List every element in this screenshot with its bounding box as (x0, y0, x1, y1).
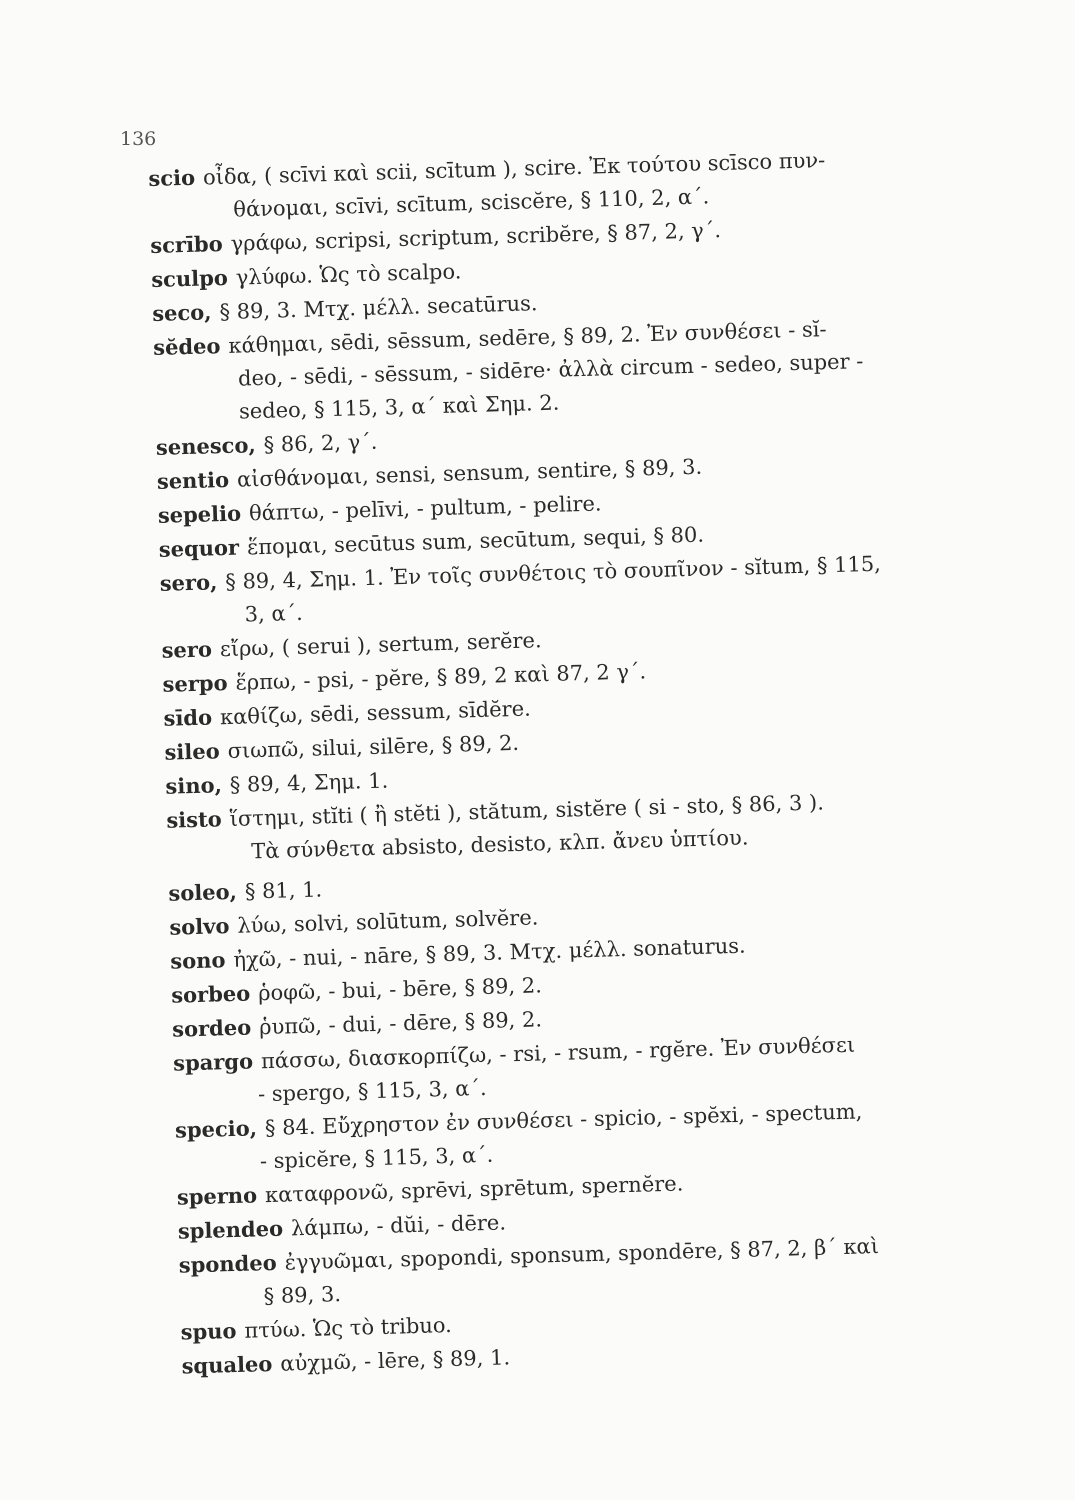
entry-headword: soleo, (168, 878, 238, 906)
entry-headword: sero (161, 636, 213, 663)
entry-text: § 81, 1. (244, 877, 323, 904)
entry-headword: sperno (176, 1182, 258, 1210)
page-number: 136 (120, 128, 157, 150)
entry-headword: sequor (158, 534, 240, 562)
entry-text: αὐχμῶ, - lēre, § 89, 1. (280, 1345, 511, 1376)
entry-continuation: § 89, 3. (263, 1282, 342, 1309)
entry-text: ῥοφῶ, - bui, - bēre, § 89, 2. (257, 973, 543, 1006)
entry-headword: sisto (166, 806, 223, 833)
entry-text: ἵστημι, stĭti ( ἢ stĕti ), stătum, sistĕre ( si - sto, § 86, 3 ). (229, 790, 825, 831)
entry-text: θάπτω, - pelīvi, - pultum, - pelire. (248, 491, 602, 526)
entry-headword: sculpo (150, 264, 229, 292)
entry-text: αἰσθάνομαι, sensi, sensum, sentire, § 89, 3. (236, 454, 703, 492)
entry-headword: specio, (174, 1115, 258, 1143)
entry-text: ἕρπω, - psi, - pĕre, § 89, 2 καὶ 87, 2 γ΄. (235, 659, 647, 695)
entry-text: γλύφω. Ὡς τὸ scalpo. (235, 259, 462, 290)
entry-headword: spuo (180, 1317, 237, 1345)
entry-text: πτύω. Ὡς τὸ tribuo. (244, 1312, 453, 1343)
entry-headword: sino, (165, 772, 223, 799)
entry-text: ἐγγυῶμαι, spopondi, sponsum, spondēre, § 87, 2, β΄ καὶ (284, 1234, 880, 1275)
entry-headword: sordeo (171, 1014, 252, 1042)
entry-headword: sĕdeo (152, 333, 221, 360)
entry-text: ἠχῶ, - nui, - nāre, § 89, 3. Μτχ. μέλλ. sonaturus. (233, 933, 746, 972)
entry-text: ῥυπῶ, - dui, - dēre, § 89, 2. (258, 1007, 543, 1040)
entry-continuation: θάνομαι, scīvi, scītum, sciscĕre, § 110, 2, α΄. (233, 184, 710, 222)
entry-headword: squaleo (181, 1351, 273, 1379)
entry-text: κάθημαι, sēdi, sēssum, sedēre, § 89, 2. Ἐν συνθέσει - sĭ- (228, 317, 827, 358)
entry-text: καταφρονῶ, sprēvi, sprētum, spernĕre. (264, 1171, 684, 1208)
entry-headword: sero, (159, 569, 218, 596)
entry-text: εἴρω, ( serui ), sertum, serĕre. (219, 628, 542, 662)
entry-continuation: sedeo, § 115, 3, α΄ καὶ Σημ. 2. (238, 390, 560, 424)
entry-continuation: - spergo, § 115, 3, α΄. (257, 1075, 487, 1107)
entry-headword: senesco, (155, 432, 257, 460)
entry-headword: solvo (169, 913, 230, 940)
entry-continuation: deo, - sēdi, - sēssum, - sidēre· ἀλλὰ circum - sedeo, super - (237, 349, 864, 391)
entry-text: λύω, solvi, solūtum, solvĕre. (237, 905, 539, 938)
entry-headword: sileo (164, 738, 220, 765)
entry-headword: splendeo (177, 1215, 284, 1244)
entry-headword: spondeo (178, 1249, 277, 1278)
entry-continuation: Τὰ σύνθετα absisto, desisto, κλπ. ἄνευ ὑπτίου. (250, 825, 749, 864)
entry-list (148, 137, 1072, 1383)
entry-text: § 86, 2, γ΄. (263, 429, 378, 457)
entry-continuation: 3, α΄. (244, 600, 304, 627)
entry-headword: sepelio (157, 500, 242, 528)
entry-text: καθίζω, sēdi, sessum, sīdĕre. (219, 696, 532, 730)
entry-text: λάμπω, - dŭi, - dēre. (290, 1210, 507, 1241)
entry-text: οἶδα, ( scīvi καὶ scii, scītum ), scire. Ἐκ τούτου scīsco πυν- (202, 148, 826, 190)
entry-text: § 89, 3. Μτχ. μέλλ. secatūrus. (219, 291, 538, 325)
entry-headword: seco, (151, 299, 212, 326)
entry-text: ἕπομαι, secūtus sum, secūtum, sequi, § 80. (246, 522, 705, 560)
entry-text: § 89, 4, Σημ. 1. Ἐν τοῖς συνθέτοις τὸ σουπῖνον - sĭtum, § 115, (225, 551, 882, 594)
entry-text: γράφω, scripsi, scriptum, scribĕre, § 87, 2, γ΄. (230, 218, 722, 256)
entry-headword: spargo (172, 1048, 254, 1076)
entry-text: § 89, 4, Σημ. 1. (229, 768, 389, 797)
entry-headword: sīdo (163, 704, 213, 731)
entry-headword: sentio (156, 466, 230, 494)
entry-headword: serpo (162, 669, 228, 697)
entry-headword: sono (169, 947, 226, 974)
entry-continuation: - spicĕre, § 115, 3, α΄. (259, 1142, 494, 1174)
entry-text: § 84. Εὔχρηστον ἐν συνθέσει - spicio, - spĕxi, - spectum, (264, 1099, 863, 1141)
entry-text: πάσσω, διασκορπίζω, - rsi, - rsum, - rgĕre. Ἐν συνθέσει (260, 1032, 856, 1074)
entry-text: σιωπῶ, silui, silēre, § 89, 2. (227, 730, 520, 764)
entry-headword: sorbeo (170, 980, 251, 1008)
entry-headword: scio (148, 164, 196, 191)
entry-headword: scrībo (149, 230, 223, 258)
